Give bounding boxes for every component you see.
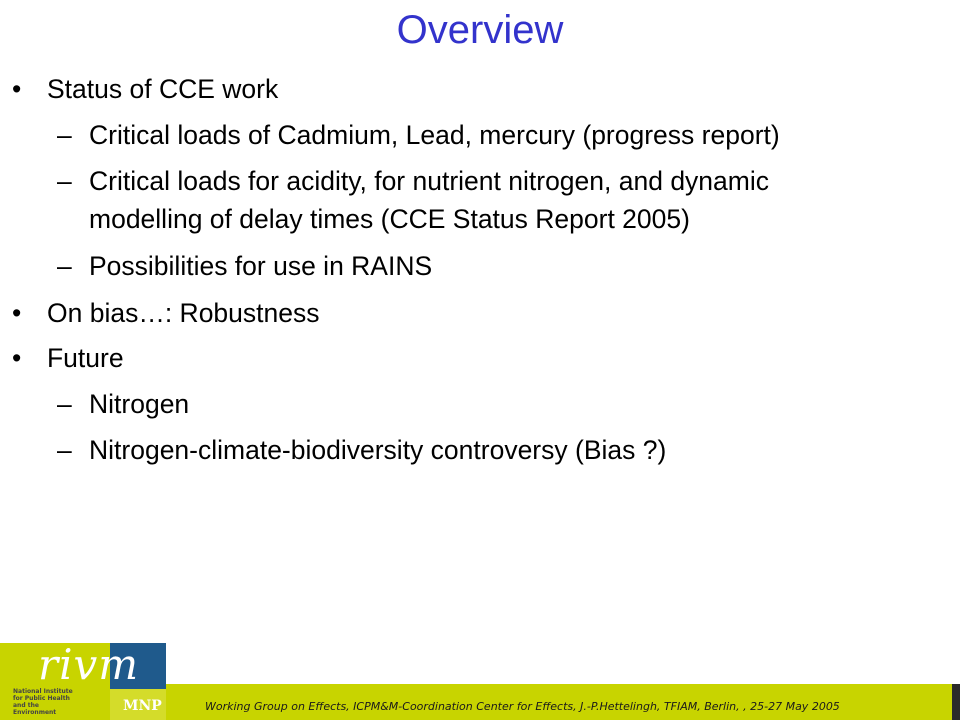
footer-text: Working Group on Effects, ICPM&M-Coordination Center for Effects, J.-P.Hettelingh, TFIAM, Berlin, , 25-27 May 2005 <box>205 700 840 713</box>
sub-bullet-item <box>57 431 667 469</box>
page-title: Overview <box>396 8 564 52</box>
bullet-marker: • <box>12 74 22 104</box>
sub-bullet-text: Possibilities for use in RAINS <box>89 251 433 281</box>
bullet-marker: • <box>12 343 22 373</box>
sub-bullet-text: Critical loads for acidity, for nutrient nitrogen, and dynamic <box>89 166 769 196</box>
dash-marker: – <box>57 166 72 196</box>
dash-marker: – <box>57 389 72 419</box>
bullet-item <box>12 339 124 377</box>
sub-bullet-item <box>57 116 780 154</box>
sub-bullet-text: Nitrogen <box>89 389 190 419</box>
mnp-logo: MNP <box>123 698 162 714</box>
sub-bullet-item <box>57 162 769 200</box>
footer-shadow <box>952 684 960 720</box>
sub-bullet-text: Nitrogen-climate-biodiversity controversy (Bias ?) <box>89 435 667 465</box>
bullet-item <box>12 294 320 332</box>
sub-bullet-text: Critical loads of Cadmium, Lead, mercury (progress report) <box>89 120 780 150</box>
rivm-logo: rivm <box>38 640 140 689</box>
bullet-text: Status of CCE work <box>47 74 279 104</box>
bullet-marker: • <box>12 298 22 328</box>
sub-bullet-item <box>57 385 190 423</box>
sub-bullet-continuation <box>89 200 690 238</box>
dash-marker: – <box>57 251 72 281</box>
bullet-text: On bias…: Robustness <box>47 298 320 328</box>
dash-marker: – <box>57 120 72 150</box>
rivm-logo-subtext: National Institute for Public Health and the Environment <box>13 688 73 716</box>
dash-marker: – <box>57 435 72 465</box>
bullet-text: Future <box>47 343 124 373</box>
bullet-item <box>12 70 279 108</box>
sub-bullet-text: modelling of delay times (CCE Status Report 2005) <box>89 204 690 234</box>
sub-bullet-item <box>57 247 433 285</box>
